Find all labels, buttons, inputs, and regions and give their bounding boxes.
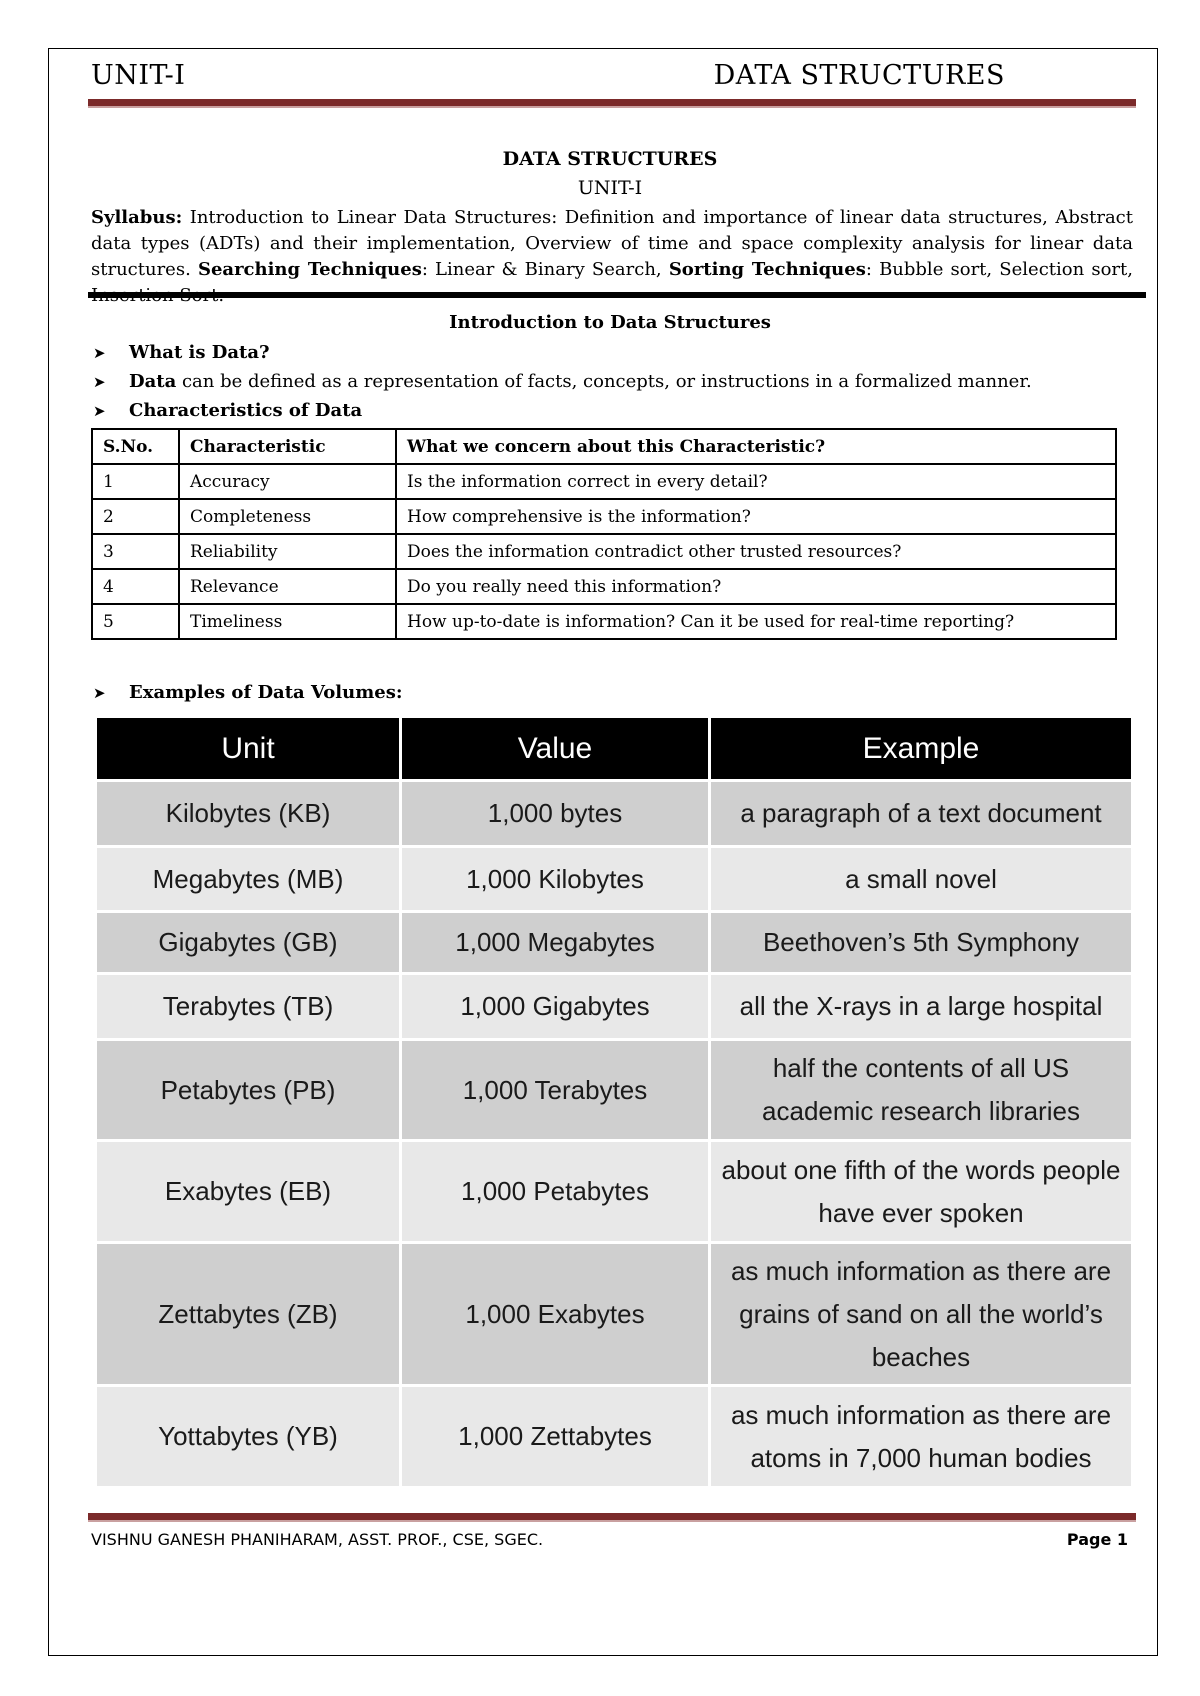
header-subject: DATA STRUCTURES	[713, 60, 1005, 91]
header-concern: What we concern about this Characteristic?	[396, 429, 1116, 464]
arrow-bullet-icon: ➤	[93, 684, 106, 702]
header-unit: UNIT-I	[91, 60, 186, 91]
table-header-row	[92, 429, 1116, 464]
table-row: Exabytes (EB) 1,000 Petabytes about one fifth of the words people have ever spoken	[97, 1142, 1131, 1241]
section-title: Introduction to Data Structures	[449, 312, 771, 333]
header-sno: S.No.	[92, 429, 179, 464]
searching-text: : Linear & Binary Search,	[421, 259, 669, 280]
sorting-text: : Bubble sort, Selection sort,	[865, 259, 1133, 280]
table-row: Zettabytes (ZB) 1,000 Exabytes as much information as there are grains of sand on all the world’s beaches	[97, 1244, 1131, 1384]
doc-subtitle: UNIT-I	[577, 177, 643, 199]
section-rule	[88, 292, 1146, 298]
data-volumes-table	[94, 715, 1134, 1489]
syllabus-text: Introduction to Linear Data Structures: Definition and importance of linear data structures, Abstract data types (ADTs) and their implementation, Overview of time and space complexity analysis for linear data structures.	[91, 207, 1133, 280]
table-row: Yottabytes (YB) 1,000 Zettabytes as much information as there are atoms in 7,000 human bodies	[97, 1387, 1131, 1486]
header-unit-col: Unit	[97, 718, 399, 779]
arrow-bullet-icon: ➤	[93, 373, 106, 391]
table-row: Megabytes (MB) 1,000 Kilobytes a small novel	[97, 848, 1131, 910]
table-header-row	[97, 718, 1131, 779]
header-rule	[88, 99, 1136, 106]
footer-rule	[88, 1513, 1136, 1520]
header-value-col: Value	[402, 718, 708, 779]
bullet-what-is-data: ➤ What is Data?	[93, 342, 270, 363]
table-row: 4 Relevance Do you really need this information?	[92, 569, 1116, 604]
searching-label: Searching Techniques	[197, 259, 422, 280]
footer-author: VISHNU GANESH PHANIHARAM, ASST. PROF., CSE, SGEC.	[91, 1530, 544, 1549]
sorting-label: Sorting Techniques	[668, 259, 866, 280]
table-row: Kilobytes (KB) 1,000 bytes a paragraph of a text document	[97, 782, 1131, 845]
page-number: Page 1	[1066, 1530, 1128, 1549]
table-row: 5 Timeliness How up-to-date is information? Can it be used for real-time reporting?	[92, 604, 1116, 639]
bullet-examples: ➤ Examples of Data Volumes:	[93, 682, 403, 703]
doc-title: DATA STRUCTURES	[502, 148, 718, 170]
table-row: 3 Reliability Does the information contradict other trusted resources?	[92, 534, 1116, 569]
characteristics-table	[91, 428, 1117, 640]
syllabus-label: Syllabus:	[91, 207, 183, 228]
bullet-characteristics: ➤ Characteristics of Data	[93, 400, 363, 421]
table-row: Terabytes (TB) 1,000 Gigabytes all the X-rays in a large hospital	[97, 975, 1131, 1038]
header-characteristic: Characteristic	[179, 429, 396, 464]
arrow-bullet-icon: ➤	[93, 344, 106, 362]
table-row: Petabytes (PB) 1,000 Terabytes half the contents of all US academic research libraries	[97, 1041, 1131, 1139]
table-row: 1 Accuracy Is the information correct in every detail?	[92, 464, 1116, 499]
header-example-col: Example	[711, 718, 1131, 779]
table-row: Gigabytes (GB) 1,000 Megabytes Beethoven’s 5th Symphony	[97, 913, 1131, 972]
table-row: 2 Completeness How comprehensive is the information?	[92, 499, 1116, 534]
arrow-bullet-icon: ➤	[93, 402, 106, 420]
bullet-data-definition: ➤ Data can be defined as a representation of facts, concepts, or instructions in a formalized manner.	[93, 371, 1032, 392]
